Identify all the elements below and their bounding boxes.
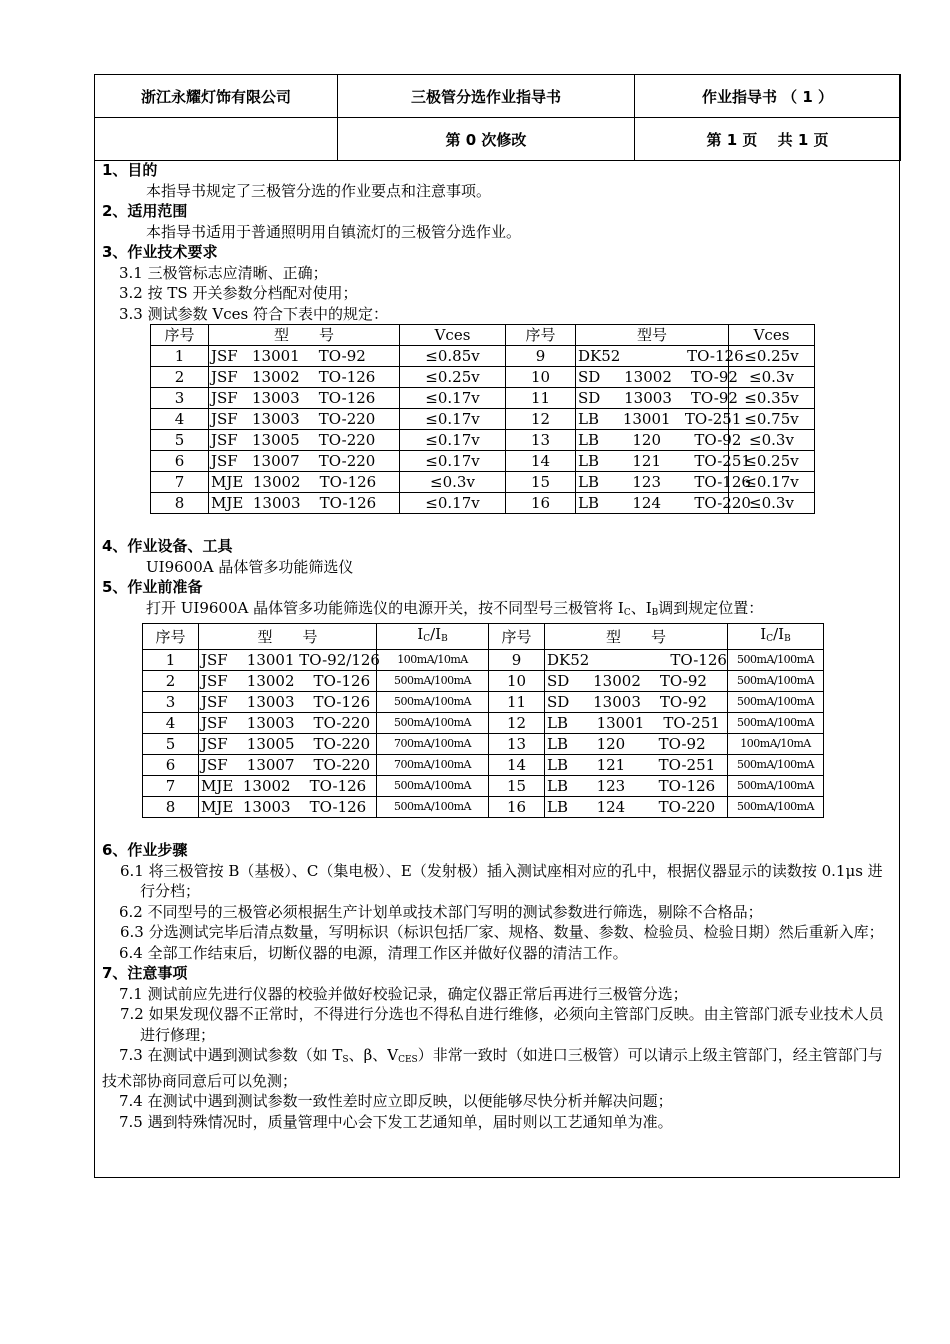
table-cell: LB 120 TO-92 — [545, 734, 728, 755]
table-cell: ≤0.17v — [400, 430, 506, 451]
table-cell: 500mA/100mA — [377, 797, 489, 818]
table-cell: 3 — [143, 692, 199, 713]
table-cell: 4 — [143, 713, 199, 734]
table-cell: SD 13002 TO-92 — [576, 367, 729, 388]
section-1-title: 1、目的 — [102, 161, 158, 179]
table-cell: SD 13003 TO-92 — [576, 388, 729, 409]
table-cell: 6 — [143, 755, 199, 776]
table-cell: 11 — [489, 692, 545, 713]
table-cell: ≤0.3v — [400, 472, 506, 493]
table-cell: LB 13001 TO-251 — [545, 713, 728, 734]
table-cell: ≤0.17v — [400, 409, 506, 430]
table-cell: ≤0.35v — [729, 388, 815, 409]
table-cell: 100mA/10mA — [377, 650, 489, 671]
table-cell: ≤0.85v — [400, 346, 506, 367]
table-row — [143, 755, 824, 776]
table-cell: 8 — [151, 493, 209, 514]
table-cell: 500mA/100mA — [728, 650, 824, 671]
section-7-item-1: 7.1 测试前应先进行仪器的校验并做好校验记录，确定仪器正常后再进行三极管分选； — [119, 984, 688, 1003]
table-cell: 500mA/100mA — [377, 671, 489, 692]
table-header-row — [143, 624, 824, 650]
table-cell: LB 123 TO-126 — [576, 472, 729, 493]
table-cell: JSF 13002 TO-126 — [209, 367, 400, 388]
section-7-item-5: 7.5 遇到特殊情况时，质量管理中心会下发工艺通知单，届时则以工艺通知单为准。 — [119, 1112, 673, 1131]
table-cell: DK52 TO-126 — [545, 650, 728, 671]
table-cell: 500mA/100mA — [377, 692, 489, 713]
header-table — [94, 74, 901, 161]
table-cell: ≤0.25v — [400, 367, 506, 388]
table-cell: JSF 13003 TO-126 — [199, 692, 377, 713]
table-cell: 6 — [151, 451, 209, 472]
table-cell: SD 13002 TO-92 — [545, 671, 728, 692]
table-cell: JSF 13001 TO-92 — [209, 346, 400, 367]
table-row — [143, 797, 824, 818]
table-cell: LB 13001 TO-251 — [576, 409, 729, 430]
table-cell: JSF 13005 TO-220 — [209, 430, 400, 451]
table-cell: 1 — [151, 346, 209, 367]
table-row — [151, 493, 815, 514]
table-cell: 5 — [143, 734, 199, 755]
current-table — [142, 623, 824, 818]
table-cell: ≤0.3v — [729, 430, 815, 451]
table-cell: 16 — [506, 493, 576, 514]
table-row — [151, 451, 815, 472]
table-cell: 3 — [151, 388, 209, 409]
table-cell: MJE 13002 TO-126 — [209, 472, 400, 493]
table-cell: 700mA/100mA — [377, 734, 489, 755]
section-7-title: 7、注意事项 — [102, 964, 188, 982]
section-3-item-3: 3.3 测试参数 Vces 符合下表中的规定： — [119, 304, 388, 323]
table-cell: 10 — [489, 671, 545, 692]
section-6-item-3: 6.3 分选测试完毕后清点数量，写明标识（标识包括厂家、规格、数量、参数、检验员、检验日期）然后重新入库； — [120, 923, 884, 941]
table-cell: 500mA/100mA — [728, 713, 824, 734]
table-cell: 16 — [489, 797, 545, 818]
table-cell: 1 — [143, 650, 199, 671]
table-cell: 500mA/100mA — [377, 776, 489, 797]
company-name: 浙江永耀灯饰有限公司 — [95, 75, 338, 118]
table-cell: JSF 13002 TO-126 — [199, 671, 377, 692]
section-6-title: 6、作业步骤 — [102, 841, 188, 859]
table-cell: 9 — [489, 650, 545, 671]
table-cell: 500mA/100mA — [728, 755, 824, 776]
table-cell: 12 — [506, 409, 576, 430]
table-cell: JSF 13003 TO-220 — [209, 409, 400, 430]
table-cell: 14 — [506, 451, 576, 472]
table-cell: 14 — [489, 755, 545, 776]
table-row — [143, 650, 824, 671]
table-cell: 11 — [506, 388, 576, 409]
table-row — [143, 713, 824, 734]
table-cell: SD 13003 TO-92 — [545, 692, 728, 713]
table-cell: 15 — [506, 472, 576, 493]
table-cell: 5 — [151, 430, 209, 451]
section-5-text: 打开 UI9600A 晶体管多功能筛选仪的电源开关，按不同型号三极管将 $I_C$、$I_B$调到规定位置： — [146, 598, 764, 618]
column-header: 序号 — [143, 624, 199, 650]
table-cell: 13 — [506, 430, 576, 451]
section-1-text: 本指导书规定了三极管分选的作业要点和注意事项。 — [146, 181, 492, 200]
table-cell: ≤0.17v — [400, 493, 506, 514]
column-header: $I_C/I_B$ — [728, 624, 824, 650]
table-cell: JSF 13001 TO-92/126 — [199, 650, 377, 671]
section-7-item-3: 7.3 在测试中遇到测试参数（如 $T_S$、β、$V_{CES}$）非常一致时（如进口三极管）可以请示上级主管部门，经主管部门与技术部协商同意后可以免测； — [102, 1046, 883, 1090]
document-type: 作业指导书 （ 1 ） — [635, 75, 901, 118]
column-header: $I_C/I_B$ — [377, 624, 489, 650]
section-2-text: 本指导书适用于普通照明用自镇流灯的三极管分选作业。 — [146, 222, 522, 241]
section-2-title: 2、适用范围 — [102, 202, 188, 220]
table-cell: 500mA/100mA — [728, 671, 824, 692]
column-header: 型 号 — [545, 624, 728, 650]
table-cell: ≤0.3v — [729, 367, 815, 388]
table-row — [151, 388, 815, 409]
document-title: 三极管分选作业指导书 — [338, 75, 635, 118]
table-cell: 500mA/100mA — [728, 776, 824, 797]
table-cell: 2 — [143, 671, 199, 692]
table-cell: JSF 13007 TO-220 — [209, 451, 400, 472]
table-cell: LB 121 TO-251 — [545, 755, 728, 776]
table-header-row — [151, 325, 815, 346]
table-cell: 500mA/100mA — [728, 797, 824, 818]
table-cell: 15 — [489, 776, 545, 797]
column-header: Vces — [729, 325, 815, 346]
table-row — [151, 409, 815, 430]
table-cell: MJE 13002 TO-126 — [199, 776, 377, 797]
section-3-title: 3、作业技术要求 — [102, 243, 218, 261]
table-cell: ≤0.17v — [400, 388, 506, 409]
revision-number: 第 0 次修改 — [338, 118, 635, 161]
section-6-item-2: 6.2 不同型号的三极管必须根据生产计划单或技术部门写明的测试参数进行筛选，剔除不合格品； — [119, 902, 763, 921]
table-cell: MJE 13003 TO-126 — [209, 493, 400, 514]
table-row — [151, 346, 815, 367]
table-cell: LB 121 TO-251 — [576, 451, 729, 472]
section-4-text: UI9600A 晶体管多功能筛选仪 — [146, 557, 354, 576]
table-cell: ≤0.17v — [400, 451, 506, 472]
table-cell: 2 — [151, 367, 209, 388]
table-cell: LB 124 TO-220 — [545, 797, 728, 818]
table-cell: JSF 13005 TO-220 — [199, 734, 377, 755]
section-6-item-4: 6.4 全部工作结束后，切断仪器的电源，清理工作区并做好仪器的清洁工作。 — [119, 943, 628, 962]
empty-cell — [95, 118, 338, 161]
table-row — [143, 692, 824, 713]
table-row — [143, 734, 824, 755]
section-3-item-1: 3.1 三极管标志应清晰、正确； — [119, 263, 328, 282]
table-row — [151, 472, 815, 493]
table-row — [143, 776, 824, 797]
table-cell: 4 — [151, 409, 209, 430]
table-row — [151, 430, 815, 451]
column-header: 序号 — [506, 325, 576, 346]
table-cell: LB 124 TO-220 — [576, 493, 729, 514]
table-cell: 100mA/10mA — [728, 734, 824, 755]
table-cell: LB 120 TO-92 — [576, 430, 729, 451]
table-cell: LB 123 TO-126 — [545, 776, 728, 797]
column-header: Vces — [400, 325, 506, 346]
table-cell: 500mA/100mA — [728, 692, 824, 713]
section-5-title: 5、作业前准备 — [102, 578, 203, 596]
section-4-title: 4、作业设备、工具 — [102, 537, 233, 555]
section-6-item-1: 6.1 将三极管按 B（基极）、C（集电极）、E（发射极）插入测试座相对应的孔中，根据仪器显示的读数按 0.1μs 进行分档； — [120, 861, 883, 900]
table-cell: ≤0.25v — [729, 451, 815, 472]
table-cell: ≤0.17v — [729, 472, 815, 493]
document-body — [102, 160, 894, 1132]
column-header: 序号 — [489, 624, 545, 650]
table-cell: 9 — [506, 346, 576, 367]
section-7-item-4: 7.4 在测试中遇到测试参数一致性差时应立即反映，以便能够尽快分析并解决问题； — [119, 1092, 673, 1110]
section-7-item-2: 7.2 如果发现仪器不正常时，不得进行分选也不得私自进行维修，必须向主管部门反映。由主管部门派专业技术人员进行修理； — [120, 1005, 884, 1044]
table-cell: ≤0.25v — [729, 346, 815, 367]
table-cell: 500mA/100mA — [377, 713, 489, 734]
vces-table — [150, 324, 815, 514]
section-3-item-2: 3.2 按 TS 开关参数分档配对使用； — [119, 284, 358, 302]
table-cell: ≤0.3v — [729, 493, 815, 514]
table-cell: 13 — [489, 734, 545, 755]
table-cell: 12 — [489, 713, 545, 734]
column-header: 型 号 — [199, 624, 377, 650]
table-cell: MJE 13003 TO-126 — [199, 797, 377, 818]
table-cell: 7 — [143, 776, 199, 797]
column-header: 型号 — [576, 325, 729, 346]
table-row — [143, 671, 824, 692]
table-cell: JSF 13003 TO-220 — [199, 713, 377, 734]
table-cell: DK52 TO-126 — [576, 346, 729, 367]
table-cell: 700mA/100mA — [377, 755, 489, 776]
table-cell: 10 — [506, 367, 576, 388]
table-cell: JSF 13003 TO-126 — [209, 388, 400, 409]
page-number: 第 1 页 共 1 页 — [635, 118, 901, 161]
table-cell: JSF 13007 TO-220 — [199, 755, 377, 776]
table-cell: ≤0.75v — [729, 409, 815, 430]
table-cell: 7 — [151, 472, 209, 493]
column-header: 序号 — [151, 325, 209, 346]
column-header: 型 号 — [209, 325, 400, 346]
table-row — [151, 367, 815, 388]
table-cell: 8 — [143, 797, 199, 818]
